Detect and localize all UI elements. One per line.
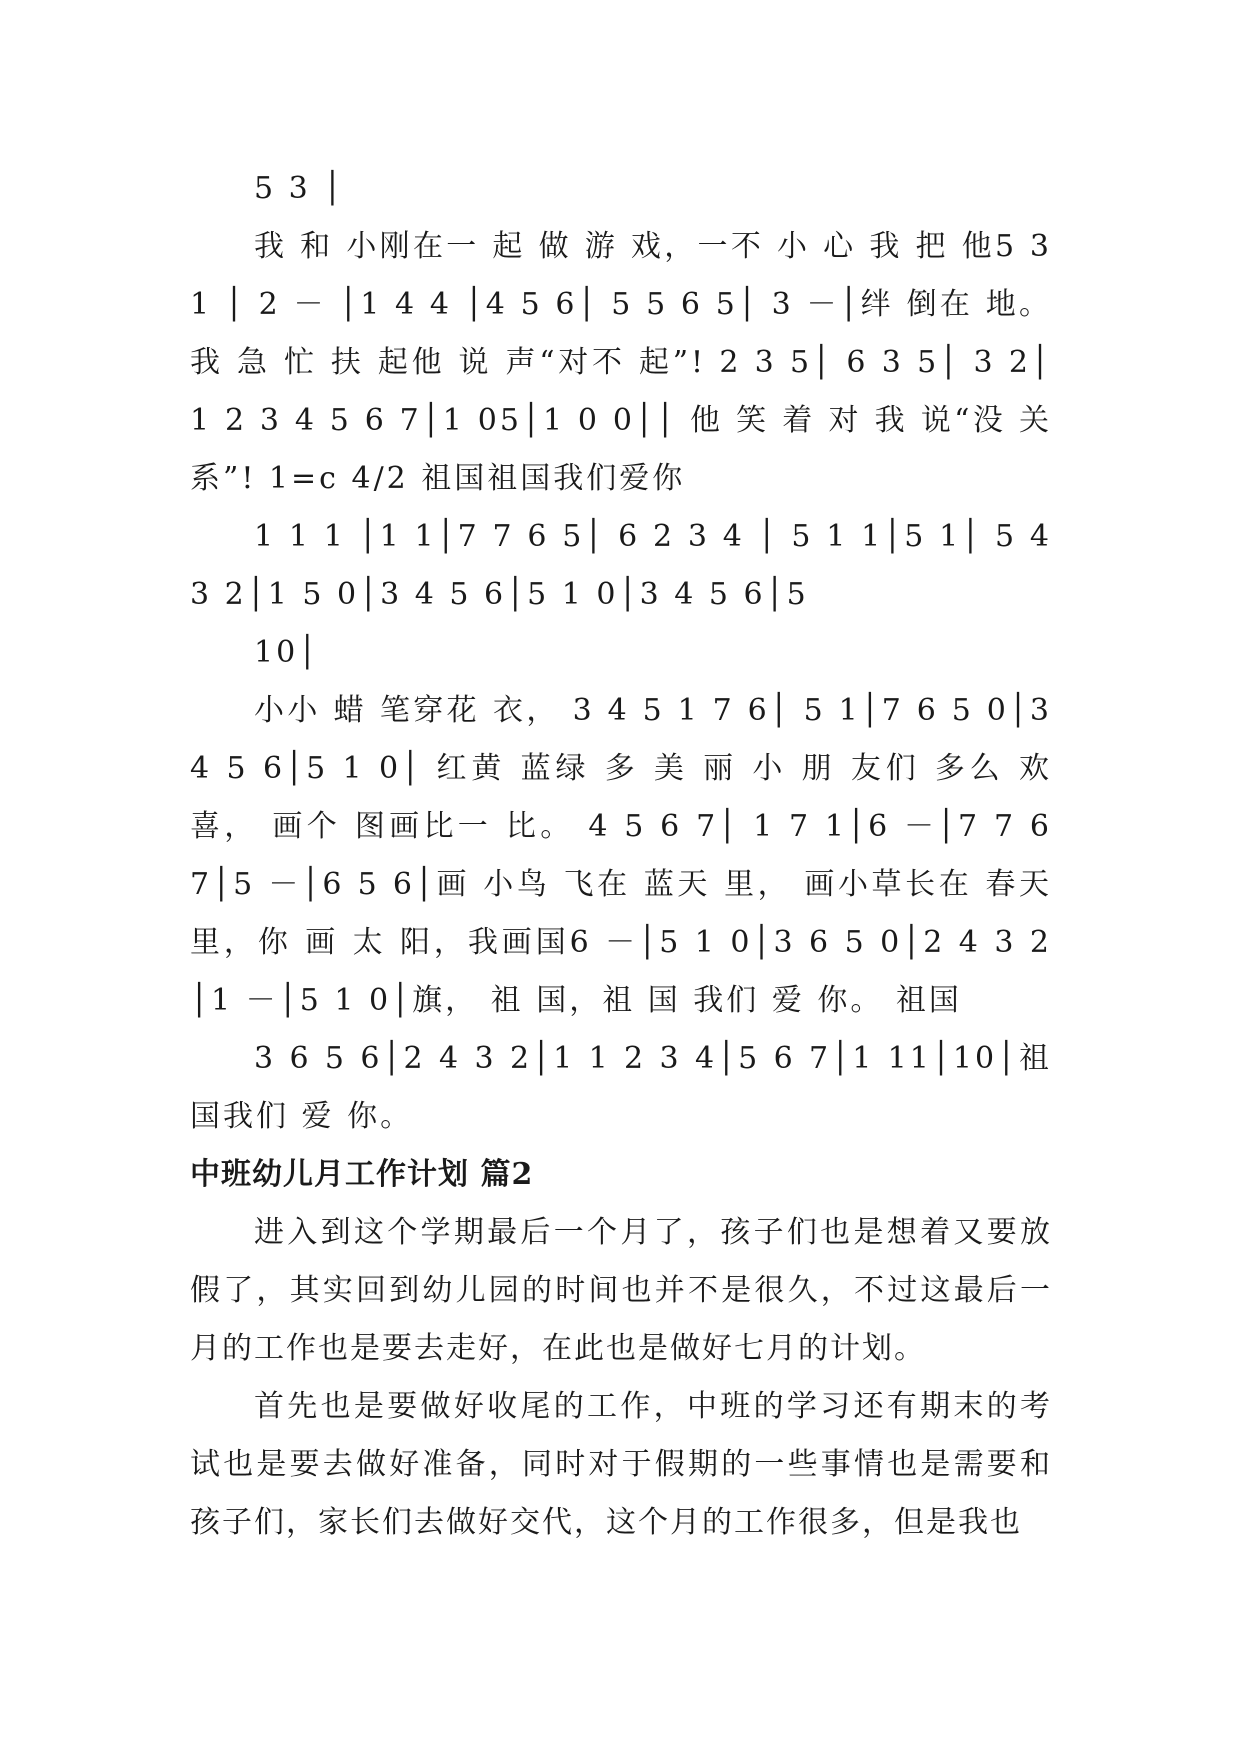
prose-paragraph-2: 首先也是要做好收尾的工作，中班的学习还有期末的考试也是要去做好准备，同时对于假期的一些事情也是需要和孩子们，家长们去做好交代，这个月的工作很多，但是我也 (190, 1389, 1052, 1540)
section-heading: 中班幼儿月工作计划 篇2 (190, 1157, 534, 1192)
score-paragraph-2: 1 1 1 │1 1│7 7 6 5│ 6 2 3 4 │ 5 1 1│5 1│ 5 4 3 2│1 5 0│3 4 5 6│5 1 0│3 4 5 6│5 (190, 519, 1065, 612)
prose-paragraph-1: 进入到这个学期最后一个月了，孩子们也是想着又要放假了，其实回到幼儿园的时间也并不是很久，不过这最后一月的工作也是要去走好，在此也是做好七月的计划。 (190, 1215, 1052, 1366)
song-paragraph-2: 小小 蜡 笔穿花 衣， 3 4 5 1 7 6│ 5 1│7 6 5 0│3 4 5 6│5 1 0│ 红黄 蓝绿 多 美 丽 小 朋 友们 多么 欢喜， 画个 图画比一 比。 4 5 6 7│ 1 7 1│6 －│7 7 6 7│5 －│6 5 6│画 小鸟 飞在 蓝天 里， 画小草长在 春天 里，你 画 太 阳，我画国6 －│5 1 0│3 6 5 0│2 4 3 2│1 －│5 1 0│旗， 祖 国，祖 国 我们 爱 你。 祖国 (190, 693, 1065, 1018)
score-line-3: 10│ (254, 635, 320, 670)
document-body (190, 160, 1065, 1552)
song-paragraph-1: 我 和 小刚在一 起 做 游 戏，一不 小 心 我 把 他5 3 1 │ 2 － │1 4 4 │4 5 6│ 5 5 6 5│ 3 －│绊 倒在 地。我 急 忙 扶 起他 说 声“对不 起”! 2 3 5│ 6 3 5│ 3 2│1 2 3 4 5 6 7│1 05│1 0 0││ 他 笑 着 对 我 说“没 关 系”! 1=c 4/2 祖国祖国我们爱你 (190, 229, 1065, 496)
song-paragraph-3: 3 6 5 6│2 4 3 2│1 1 2 3 4│5 6 7│1 11│10│祖 国我们 爱 你。 (190, 1041, 1065, 1134)
score-line-1: 5 3 │ (254, 171, 345, 206)
